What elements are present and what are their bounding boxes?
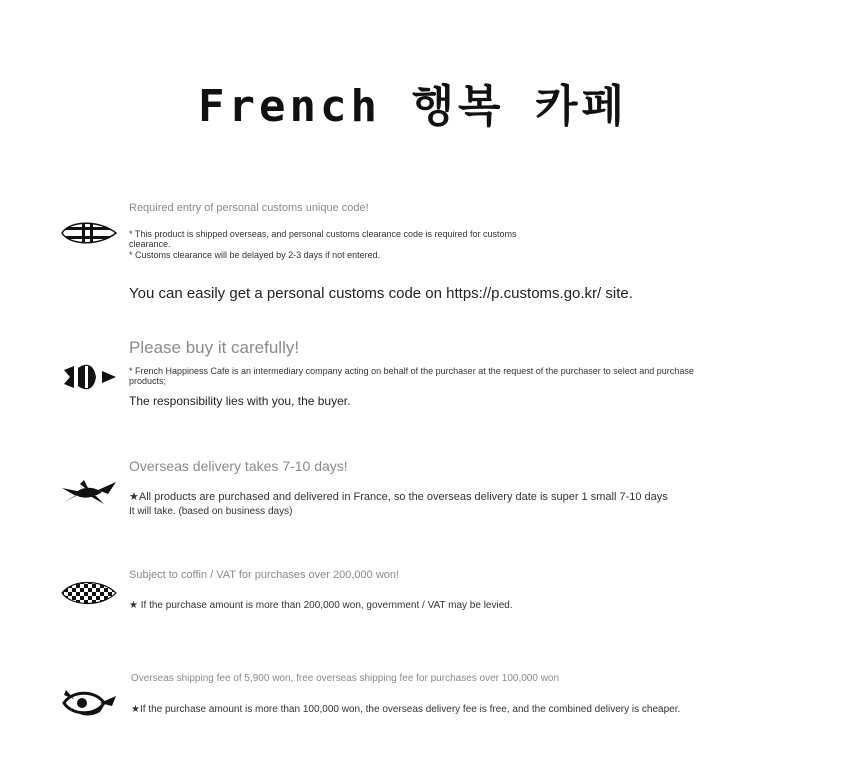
section-heading: Please buy it carefully! [129,338,300,357]
section-note: It will take. (based on business days) [129,506,293,517]
page-title: French 행복 카페 [198,81,628,132]
section-body: The responsibility lies with you, the buyer. [129,394,351,408]
section-note: ★All products are purchased and delivered in France, so the overseas delivery date is super 1 small 7-10 days [129,491,668,503]
section-note: * French Happiness Cafe is an intermediary company acting on behalf of the purchaser at the request of the purchaser to select and purchase products; [129,366,694,386]
bird-icon [60,474,118,508]
section-body: You can easily get a personal customs code on https://p.customs.go.kr/ site. [129,285,633,302]
section-heading: Overseas shipping fee of 5,900 won, free overseas shipping fee for purchases over 100,000 won [131,673,560,684]
section-heading: Overseas delivery takes 7-10 days! [129,458,348,474]
section-heading: Required entry of personal customs unique code! [129,202,369,214]
section-note: ★ If the purchase amount is more than 200,000 won, government / VAT may be levied. [129,600,513,611]
section-note: ★If the purchase amount is more than 100,000 won, the overseas delivery fee is free, and the combined delivery is cheaper. [131,704,681,715]
eye-fish-icon [60,686,118,720]
checkered-leaf-icon [60,576,118,610]
striped-leaf-icon [60,216,118,250]
fish-arrow-icon [60,360,118,394]
section-note: * This product is shipped overseas, and personal customs clearance code is required for customs clearance. [129,229,517,249]
section-note: * Customs clearance will be delayed by 2-3 days if not entered. [129,250,381,260]
section-heading: Subject to coffin / VAT for purchases over 200,000 won! [129,569,400,581]
